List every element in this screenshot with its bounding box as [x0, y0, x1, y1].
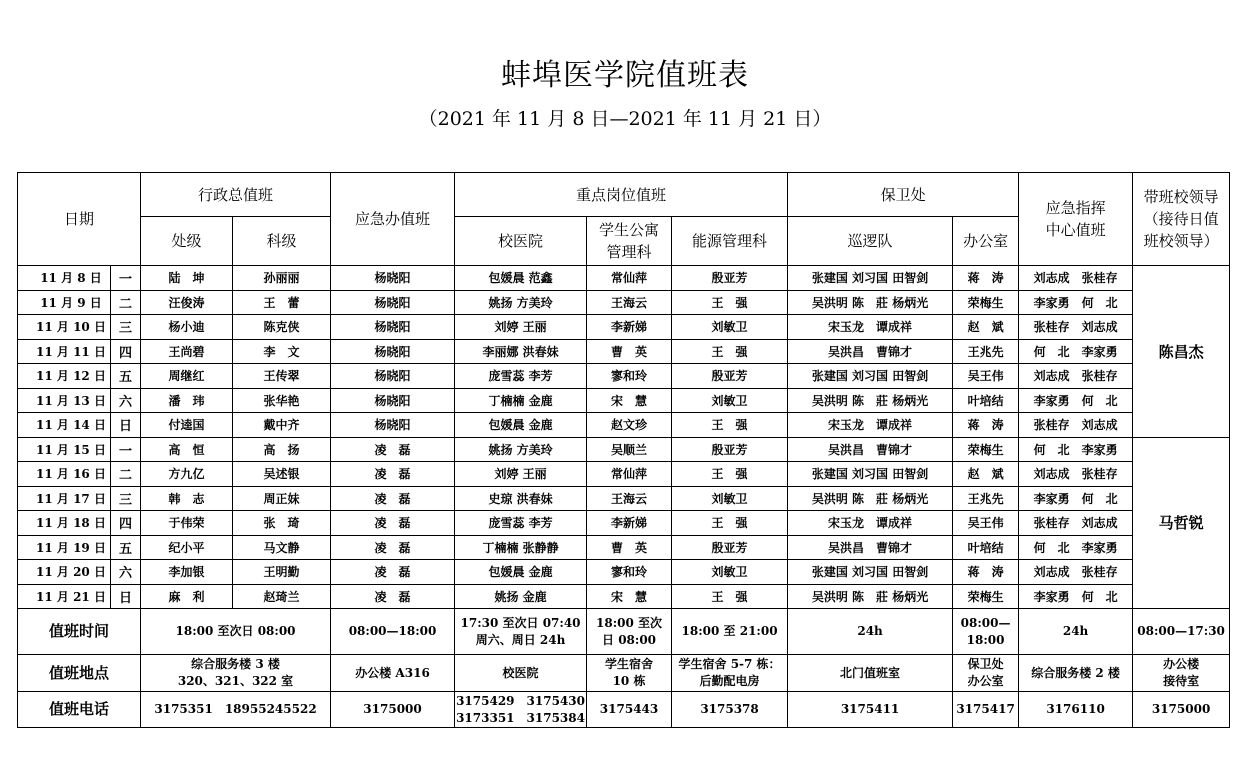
command-center-cell: 张桂存 刘志成: [1019, 511, 1133, 536]
emergency-office-cell: 凌 磊: [331, 437, 455, 462]
date-cell: 11 月 10 日: [18, 315, 111, 340]
emergency-office-cell: 凌 磊: [331, 584, 455, 609]
chu-level-cell: 潘 玮: [141, 388, 233, 413]
time-admin: 18:00 至次日 08:00: [141, 609, 331, 655]
hospital-cell: 庞雪蕊 李芳: [455, 364, 587, 389]
table-row: [18, 535, 1230, 560]
weekday-cell: 日: [111, 413, 141, 438]
header-dorm-line1: 学生公寓: [599, 221, 660, 239]
energy-mgmt-cell: 王 强: [672, 339, 788, 364]
office-cell: 赵 斌: [953, 315, 1019, 340]
place-leader: [1133, 655, 1230, 692]
chu-level-cell: 方九亿: [141, 462, 233, 487]
energy-mgmt-cell: 殷亚芳: [672, 535, 788, 560]
energy-mgmt-cell: 刘敏卫: [672, 388, 788, 413]
office-cell: 王兆先: [953, 339, 1019, 364]
phone-hospital-line2: 3173351 3175384: [456, 710, 585, 725]
dorm-mgmt-cell: 常仙萍: [587, 462, 672, 487]
emergency-office-cell: 杨晓阳: [331, 339, 455, 364]
duty-roster-table: [17, 172, 1230, 728]
office-cell: 蒋 涛: [953, 560, 1019, 585]
patrol-cell: 吴洪昌 曹锦才: [788, 339, 953, 364]
patrol-cell: 吴洪明 陈 莊 杨炳光: [788, 584, 953, 609]
date-cell: 11 月 19 日: [18, 535, 111, 560]
office-cell: 荣梅生: [953, 584, 1019, 609]
place-command: 综合服务楼 2 楼: [1019, 655, 1133, 692]
weekday-cell: 五: [111, 364, 141, 389]
footer-time-row: [18, 609, 1230, 655]
header-command-line1: 应急指挥: [1045, 199, 1106, 217]
weekday-cell: 一: [111, 437, 141, 462]
table-row: [18, 462, 1230, 487]
hospital-cell: 史琼 洪春妹: [455, 486, 587, 511]
weekday-cell: 一: [111, 266, 141, 291]
energy-mgmt-cell: 刘敏卫: [672, 486, 788, 511]
date-cell: 11 月 13 日: [18, 388, 111, 413]
energy-mgmt-cell: 殷亚芳: [672, 437, 788, 462]
ke-level-cell: 张华艳: [233, 388, 331, 413]
chu-level-cell: 王尚碧: [141, 339, 233, 364]
phone-office: 3175417: [953, 692, 1019, 728]
weekday-cell: 日: [111, 584, 141, 609]
header-leader: [1133, 173, 1230, 266]
time-label: 值班时间: [18, 609, 141, 655]
date-cell: 11 月 18 日: [18, 511, 111, 536]
emergency-office-cell: 凌 磊: [331, 535, 455, 560]
dorm-mgmt-cell: 寥和玲: [587, 560, 672, 585]
command-center-cell: 何 北 李家勇: [1019, 535, 1133, 560]
patrol-cell: 吴洪昌 曹锦才: [788, 437, 953, 462]
hospital-cell: 包媛晨 范鑫: [455, 266, 587, 291]
energy-mgmt-cell: 王 强: [672, 511, 788, 536]
phone-leader: 3175000: [1133, 692, 1230, 728]
time-dorm-line2: 日 08:00: [602, 632, 657, 647]
header-dorm-mgmt: [587, 217, 672, 266]
ke-level-cell: 吴述银: [233, 462, 331, 487]
weekday-cell: 四: [111, 339, 141, 364]
place-office: [953, 655, 1019, 692]
table-row: [18, 486, 1230, 511]
date-cell: 11 月 8 日: [18, 266, 111, 291]
place-admin-line2: 320、321、322 室: [177, 674, 294, 688]
weekday-cell: 四: [111, 511, 141, 536]
table-row: [18, 315, 1230, 340]
header-dorm-line2: 管理科: [606, 243, 652, 261]
time-patrol: 24h: [788, 609, 953, 655]
leader-cell: 马哲锐: [1133, 437, 1230, 609]
place-energy-line1: 学生宿舍 5-7 栋：: [678, 657, 781, 671]
patrol-cell: 吴洪明 陈 莊 杨炳光: [788, 486, 953, 511]
dorm-mgmt-cell: 常仙萍: [587, 266, 672, 291]
command-center-cell: 刘志成 张桂存: [1019, 462, 1133, 487]
hospital-cell: 包媛晨 金鹿: [455, 560, 587, 585]
office-cell: 叶培结: [953, 388, 1019, 413]
dorm-mgmt-cell: 曹 英: [587, 339, 672, 364]
header-patrol: 巡逻队: [788, 217, 953, 266]
header-key-posts: 重点岗位值班: [455, 173, 788, 217]
hospital-cell: 庞雪蕊 李芳: [455, 511, 587, 536]
time-office-line1: 08:00—: [960, 615, 1011, 630]
energy-mgmt-cell: 王 强: [672, 290, 788, 315]
time-command: 24h: [1019, 609, 1133, 655]
command-center-cell: 刘志成 张桂存: [1019, 560, 1133, 585]
phone-patrol: 3175411: [788, 692, 953, 728]
phone-hospital: [455, 692, 587, 728]
phone-emergency: 3175000: [331, 692, 455, 728]
patrol-cell: 张建国 刘习国 田智剑: [788, 560, 953, 585]
emergency-office-cell: 凌 磊: [331, 486, 455, 511]
table-row: [18, 266, 1230, 291]
table-row: [18, 560, 1230, 585]
table-row: [18, 437, 1230, 462]
patrol-cell: 宋玉龙 谭成祥: [788, 511, 953, 536]
date-cell: 11 月 9 日: [18, 290, 111, 315]
date-cell: 11 月 14 日: [18, 413, 111, 438]
dorm-mgmt-cell: 王海云: [587, 486, 672, 511]
table-row: [18, 364, 1230, 389]
office-cell: 叶培结: [953, 535, 1019, 560]
footer-place-row: [18, 655, 1230, 692]
header-leader-line1: 带班校领导: [1143, 188, 1219, 206]
ke-level-cell: 高 扬: [233, 437, 331, 462]
energy-mgmt-cell: 王 强: [672, 462, 788, 487]
ke-level-cell: 周正妹: [233, 486, 331, 511]
chu-level-cell: 周继红: [141, 364, 233, 389]
date-cell: 11 月 17 日: [18, 486, 111, 511]
hospital-cell: 姚扬 方美玲: [455, 290, 587, 315]
weekday-cell: 三: [111, 315, 141, 340]
header-hospital: 校医院: [455, 217, 587, 266]
date-cell: 11 月 20 日: [18, 560, 111, 585]
time-leader: 08:00—17:30: [1133, 609, 1230, 655]
table-row: [18, 339, 1230, 364]
time-office: [953, 609, 1019, 655]
patrol-cell: 吴洪明 陈 莊 杨炳光: [788, 290, 953, 315]
energy-mgmt-cell: 刘敏卫: [672, 315, 788, 340]
hospital-cell: 刘婷 王丽: [455, 315, 587, 340]
phone-admin: 3175351 18955245522: [141, 692, 331, 728]
page-title: 蚌埠医学院值班表: [501, 58, 749, 93]
hospital-cell: 包媛晨 金鹿: [455, 413, 587, 438]
time-hospital-line1: 17:30 至次日 07:40: [460, 615, 581, 630]
time-dorm-line1: 18:00 至次: [596, 615, 663, 630]
office-cell: 荣梅生: [953, 437, 1019, 462]
date-range-subtitle: （2021 年 11 月 8 日—2021 年 11 月 21 日）: [418, 108, 832, 130]
weekday-cell: 五: [111, 535, 141, 560]
table-row: [18, 388, 1230, 413]
table-row: [18, 290, 1230, 315]
weekday-cell: 六: [111, 388, 141, 413]
place-hospital: 校医院: [455, 655, 587, 692]
header-emergency-office: 应急办值班: [331, 173, 455, 266]
leader-cell: 陈昌杰: [1133, 266, 1230, 438]
place-energy: [672, 655, 788, 692]
header-leader-line3: 班校领导）: [1143, 232, 1219, 250]
dorm-mgmt-cell: 李新娣: [587, 315, 672, 340]
chu-level-cell: 杨小迪: [141, 315, 233, 340]
hospital-cell: 姚扬 方美玲: [455, 437, 587, 462]
ke-level-cell: 赵琦兰: [233, 584, 331, 609]
energy-mgmt-cell: 王 强: [672, 584, 788, 609]
header-leader-line2: （接待日值: [1143, 210, 1219, 228]
place-energy-line2: 后勤配电房: [699, 674, 760, 688]
date-cell: 11 月 11 日: [18, 339, 111, 364]
office-cell: 王兆先: [953, 486, 1019, 511]
hospital-cell: 姚扬 金鹿: [455, 584, 587, 609]
phone-dorm: 3175443: [587, 692, 672, 728]
chu-level-cell: 汪俊涛: [141, 290, 233, 315]
command-center-cell: 何 北 李家勇: [1019, 339, 1133, 364]
header-ke-level: 科级: [233, 217, 331, 266]
energy-mgmt-cell: 殷亚芳: [672, 266, 788, 291]
roster-body: [18, 266, 1230, 609]
table-row: [18, 584, 1230, 609]
command-center-cell: 刘志成 张桂存: [1019, 266, 1133, 291]
command-center-cell: 李家勇 何 北: [1019, 388, 1133, 413]
chu-level-cell: 高 恒: [141, 437, 233, 462]
dorm-mgmt-cell: 寥和玲: [587, 364, 672, 389]
emergency-office-cell: 凌 磊: [331, 462, 455, 487]
ke-level-cell: 王传翠: [233, 364, 331, 389]
patrol-cell: 吴洪昌 曹锦才: [788, 535, 953, 560]
command-center-cell: 张桂存 刘志成: [1019, 315, 1133, 340]
command-center-cell: 张桂存 刘志成: [1019, 413, 1133, 438]
place-admin-line1: 综合服务楼 3 楼: [191, 657, 280, 671]
emergency-office-cell: 杨晓阳: [331, 388, 455, 413]
patrol-cell: 吴洪明 陈 莊 杨炳光: [788, 388, 953, 413]
weekday-cell: 六: [111, 560, 141, 585]
chu-level-cell: 于伟荣: [141, 511, 233, 536]
ke-level-cell: 孙丽丽: [233, 266, 331, 291]
hospital-cell: 丁楠楠 金鹿: [455, 388, 587, 413]
place-emergency: 办公楼 A316: [331, 655, 455, 692]
hospital-cell: 李丽娜 洪春妹: [455, 339, 587, 364]
header-date: 日期: [18, 173, 141, 266]
time-hospital: [455, 609, 587, 655]
office-cell: 蒋 涛: [953, 266, 1019, 291]
dorm-mgmt-cell: 宋 慧: [587, 584, 672, 609]
chu-level-cell: 李加银: [141, 560, 233, 585]
header-command-center: [1019, 173, 1133, 266]
hospital-cell: 刘婷 王丽: [455, 462, 587, 487]
place-admin: [141, 655, 331, 692]
phone-label: 值班电话: [18, 692, 141, 728]
command-center-cell: 李家勇 何 北: [1019, 486, 1133, 511]
header-security-dept: 保卫处: [788, 173, 1019, 217]
patrol-cell: 张建国 刘习国 田智剑: [788, 266, 953, 291]
command-center-cell: 何 北 李家勇: [1019, 437, 1133, 462]
dorm-mgmt-cell: 宋 慧: [587, 388, 672, 413]
emergency-office-cell: 凌 磊: [331, 511, 455, 536]
chu-level-cell: 纪小平: [141, 535, 233, 560]
command-center-cell: 李家勇 何 北: [1019, 584, 1133, 609]
time-emergency: 08:00—18:00: [331, 609, 455, 655]
ke-level-cell: 王明勤: [233, 560, 331, 585]
time-dorm: [587, 609, 672, 655]
chu-level-cell: 麻 利: [141, 584, 233, 609]
office-cell: 赵 斌: [953, 462, 1019, 487]
chu-level-cell: 付逵国: [141, 413, 233, 438]
ke-level-cell: 马文静: [233, 535, 331, 560]
header-admin-duty: 行政总值班: [141, 173, 331, 217]
command-center-cell: 刘志成 张桂存: [1019, 364, 1133, 389]
office-cell: 蒋 涛: [953, 413, 1019, 438]
emergency-office-cell: 杨晓阳: [331, 315, 455, 340]
patrol-cell: 宋玉龙 谭成祥: [788, 413, 953, 438]
place-office-line1: 保卫处: [967, 657, 1004, 671]
emergency-office-cell: 杨晓阳: [331, 290, 455, 315]
place-dorm: [587, 655, 672, 692]
dorm-mgmt-cell: 李新娣: [587, 511, 672, 536]
office-cell: 吴王伟: [953, 364, 1019, 389]
ke-level-cell: 李 文: [233, 339, 331, 364]
header-row-1: [18, 173, 1230, 217]
ke-level-cell: 张 琦: [233, 511, 331, 536]
time-energy: 18:00 至 21:00: [672, 609, 788, 655]
chu-level-cell: 韩 志: [141, 486, 233, 511]
time-hospital-line2: 周六、周日 24h: [475, 632, 566, 647]
hospital-cell: 丁楠楠 张静静: [455, 535, 587, 560]
place-patrol: 北门值班室: [788, 655, 953, 692]
place-label: 值班地点: [18, 655, 141, 692]
dorm-mgmt-cell: 吴顺兰: [587, 437, 672, 462]
header-energy-mgmt: 能源管理科: [672, 217, 788, 266]
date-cell: 11 月 15 日: [18, 437, 111, 462]
phone-command: 3176110: [1019, 692, 1133, 728]
emergency-office-cell: 杨晓阳: [331, 266, 455, 291]
weekday-cell: 二: [111, 290, 141, 315]
ke-level-cell: 陈克侠: [233, 315, 331, 340]
dorm-mgmt-cell: 王海云: [587, 290, 672, 315]
table-row: [18, 413, 1230, 438]
header-office: 办公室: [953, 217, 1019, 266]
dorm-mgmt-cell: 赵文珍: [587, 413, 672, 438]
command-center-cell: 李家勇 何 北: [1019, 290, 1133, 315]
weekday-cell: 三: [111, 486, 141, 511]
emergency-office-cell: 凌 磊: [331, 560, 455, 585]
place-dorm-line1: 学生宿舍: [605, 657, 654, 671]
dorm-mgmt-cell: 曹 英: [587, 535, 672, 560]
place-leader-line2: 接待室: [1163, 674, 1200, 688]
weekday-cell: 二: [111, 462, 141, 487]
energy-mgmt-cell: 刘敏卫: [672, 560, 788, 585]
date-cell: 11 月 16 日: [18, 462, 111, 487]
date-cell: 11 月 21 日: [18, 584, 111, 609]
header-chu-level: 处级: [141, 217, 233, 266]
header-command-line2: 中心值班: [1045, 221, 1106, 239]
place-leader-line1: 办公楼: [1163, 657, 1200, 671]
place-dorm-line2: 10 栋: [612, 674, 646, 688]
time-office-line2: 18:00: [966, 632, 1005, 647]
chu-level-cell: 陆 坤: [141, 266, 233, 291]
phone-energy: 3175378: [672, 692, 788, 728]
patrol-cell: 张建国 刘习国 田智剑: [788, 462, 953, 487]
phone-hospital-line1: 3175429 3175430: [456, 693, 585, 708]
office-cell: 吴王伟: [953, 511, 1019, 536]
office-cell: 荣梅生: [953, 290, 1019, 315]
table-row: [18, 511, 1230, 536]
emergency-office-cell: 杨晓阳: [331, 364, 455, 389]
date-cell: 11 月 12 日: [18, 364, 111, 389]
patrol-cell: 宋玉龙 谭成祥: [788, 315, 953, 340]
patrol-cell: 张建国 刘习国 田智剑: [788, 364, 953, 389]
footer-phone-row: [18, 692, 1230, 728]
emergency-office-cell: 杨晓阳: [331, 413, 455, 438]
ke-level-cell: 戴中齐: [233, 413, 331, 438]
energy-mgmt-cell: 殷亚芳: [672, 364, 788, 389]
place-office-line2: 办公室: [967, 674, 1004, 688]
energy-mgmt-cell: 王 强: [672, 413, 788, 438]
ke-level-cell: 王 蕾: [233, 290, 331, 315]
